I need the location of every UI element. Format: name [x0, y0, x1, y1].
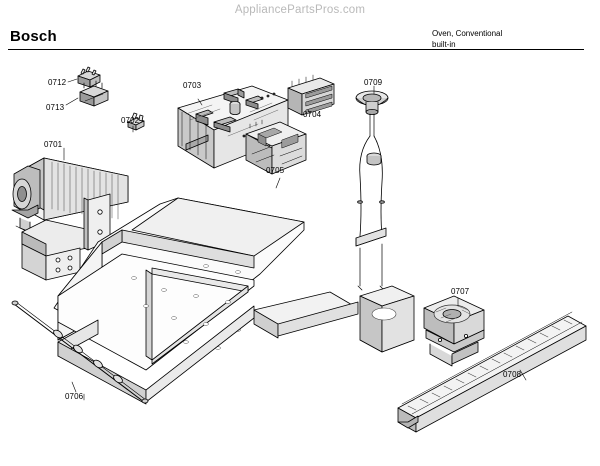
diagram-title-line2: built-in: [432, 40, 456, 49]
callout-0705: 0705: [266, 166, 285, 175]
exploded-parts-diagram: [0, 52, 600, 452]
brand-label: Bosch: [10, 28, 57, 45]
callout-0704: 0704: [303, 110, 322, 119]
callout-0712: 0712: [48, 78, 67, 87]
part-0712-connector: [78, 67, 100, 87]
part-duct-stand: [360, 286, 414, 352]
header-divider: [8, 49, 584, 50]
callout-0713: 0713: [46, 103, 65, 112]
diagram-title-line1: Oven, Conventional: [432, 29, 503, 38]
part-0709-lamp-assembly: [356, 91, 388, 290]
callout-0702: 0702: [121, 116, 140, 125]
diagram-title: [432, 28, 582, 50]
callout-0703: 0703: [183, 81, 202, 90]
callout-0708: 0708: [503, 370, 522, 379]
watermark-text: AppliancePartsPros.com: [234, 4, 366, 16]
part-0707-motor-housing: [424, 296, 484, 366]
callout-0701: 0701: [44, 140, 63, 149]
callout-0707: 0707: [451, 287, 470, 296]
callout-0709: 0709: [364, 78, 383, 87]
callout-0706: 0706: [65, 392, 84, 401]
part-0704-terminal-block: [288, 75, 334, 115]
